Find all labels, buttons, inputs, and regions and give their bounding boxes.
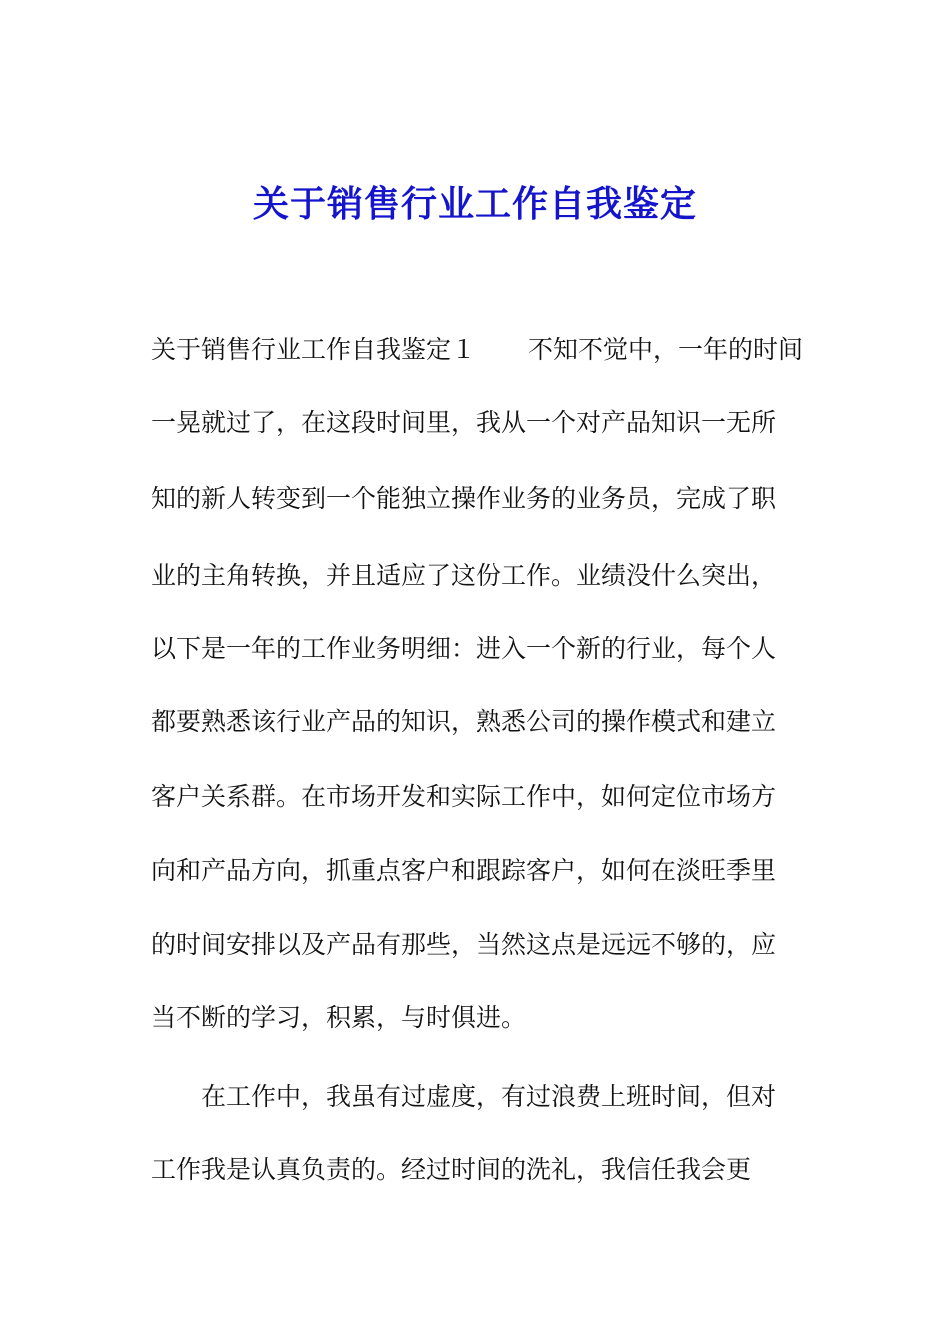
paragraph-line: 一晃就过了，在这段时间里，我从一个对产品知识一无所 [151,408,777,437]
document-title: 关于销售行业工作自我鉴定 [252,183,697,225]
paragraph-line: 的时间安排以及产品有那些，当然这点是远远不够的，应 [151,930,777,959]
paragraph-line: 以下是一年的工作业务明细：进入一个新的行业，每个人 [151,634,777,663]
paragraph-line: 向和产品方向，抓重点客户和跟踪客户，如何在淡旺季里 [151,856,777,885]
paragraph-text: 不知不觉中，一年的时间 [528,335,804,364]
section-heading: 关于销售行业工作自我鉴定１ [151,335,477,364]
paragraph-line: 都要熟悉该行业产品的知识，熟悉公司的操作模式和建立 [151,707,777,736]
paragraph-line: 业的主角转换，并且适应了这份工作。业绩没什么突出， [151,561,777,590]
paragraph-line [151,330,811,370]
paragraph-line: 知的新人转变到一个能独立操作业务的业务员，完成了职 [151,484,777,513]
paragraph-line: 客户关系群。在市场开发和实际工作中，如何定位市场方 [151,782,777,811]
paragraph-line: 当不断的学习，积累，与时俱进。 [151,1003,527,1032]
paragraph-line: 工作我是认真负责的。经过时间的洗礼，我信任我会更 [151,1155,752,1184]
paragraph-line: 在工作中，我虽有过虚度，有过浪费上班时间，但对 [201,1082,777,1111]
